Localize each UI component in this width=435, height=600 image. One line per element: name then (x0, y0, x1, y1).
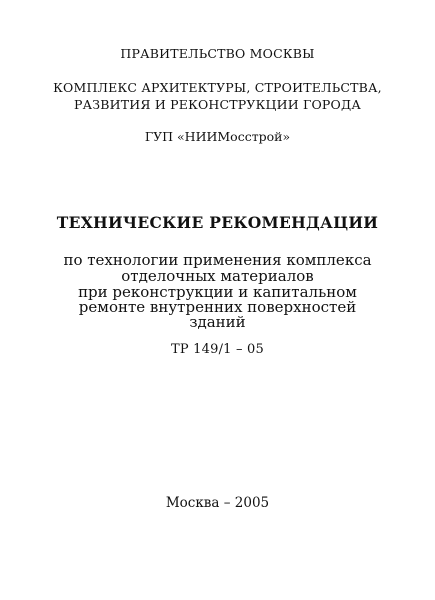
organization-name: ГУП «НИИМосстрой» (144, 129, 291, 144)
document-title: ТЕХНИЧЕСКИЕ РЕКОМЕНДАЦИИ (56, 213, 379, 232)
subtitle-line-3: при реконструкции и капитальном (78, 283, 357, 301)
document-code: ТР 149/1 – 05 (171, 342, 264, 357)
subtitle-line-4: ремонте внутренних поверхностей (78, 298, 357, 316)
complex-name-line-1: КОМПЛЕКС АРХИТЕКТУРЫ, СТРОИТЕЛЬСТВА, (53, 80, 382, 95)
city-year: Москва – 2005 (165, 495, 270, 511)
subtitle-line-2: отделочных материалов (121, 267, 314, 285)
subtitle-line-1: по технологии применения комплекса (63, 251, 372, 269)
complex-name-line-2: РАЗВИТИЯ И РЕКОНСТРУКЦИИ ГОРОДА (74, 97, 361, 112)
subtitle-line-5: зданий (189, 313, 246, 331)
government-name: ПРАВИТЕЛЬСТВО МОСКВЫ (120, 46, 315, 61)
